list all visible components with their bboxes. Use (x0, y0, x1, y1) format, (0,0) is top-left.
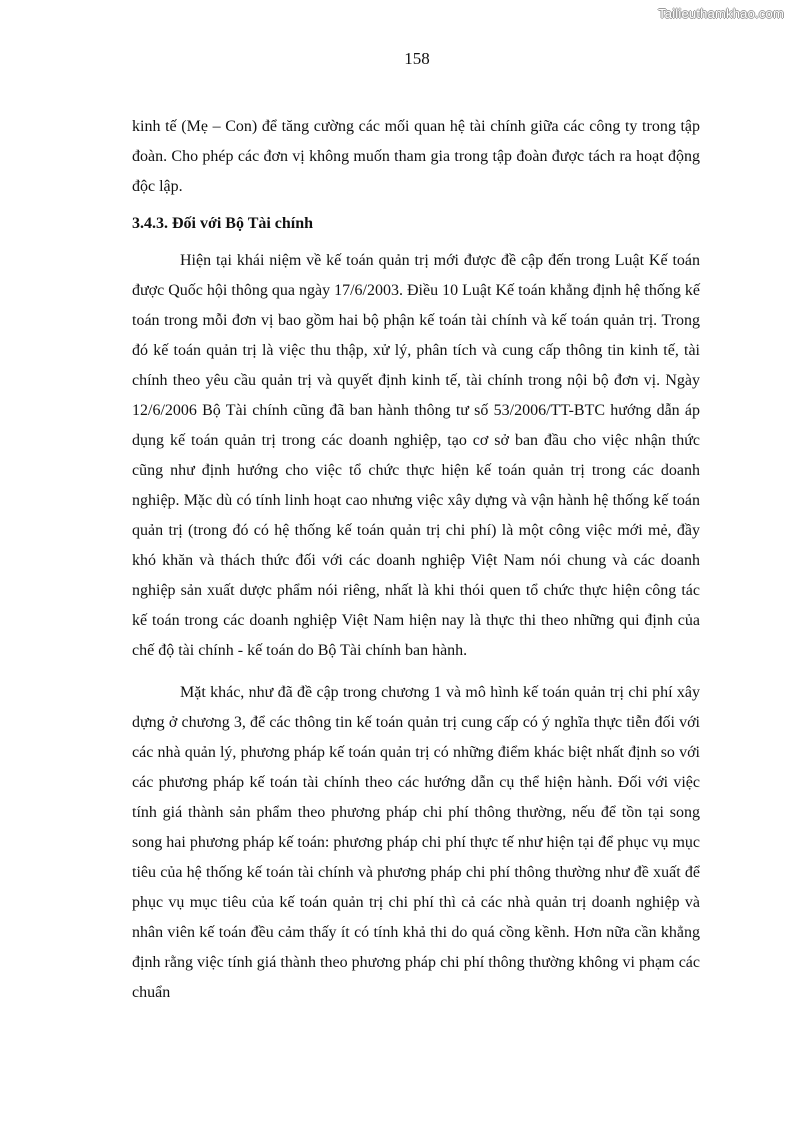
watermark-text: Tailieuthamkhao.com (658, 6, 784, 21)
section-heading: 3.4.3. Đối với Bộ Tài chính (132, 215, 314, 232)
paragraph-continuation: kinh tế (Mẹ – Con) để tăng cường các mối quan hệ tài chính giữa các công ty trong tập đoàn. Cho phép các đơn vị không muốn tham gia trong tập đoàn được tách ra hoạt động độc lập. (132, 118, 700, 195)
page-number: 158 (404, 49, 430, 68)
document-body (132, 112, 700, 1008)
paragraph-1: Hiện tại khái niệm về kế toán quản trị mới được đề cập đến trong Luật Kế toán được Quốc hội thông qua ngày 17/6/2003. Điều 10 Luật Kế toán khẳng định hệ thống kế toán trong mỗi đơn vị bao gồm hai bộ phận kế toán tài chính và kế toán quản trị. Trong đó kế toán quản trị là việc thu thập, xử lý, phân tích và cung cấp thông tin kinh tế, tài chính theo yêu cầu quản trị và quyết định kinh tế, tài chính trong nội bộ đơn vị. Ngày 12/6/2006 Bộ Tài chính cũng đã ban hành thông tư số 53/2006/TT-BTC hướng dẫn áp dụng kế toán quản trị trong các doanh nghiệp, tạo cơ sở ban đầu cho việc nhận thức cũng như định hướng cho việc tổ chức thực hiện kế toán quản trị trong các doanh nghiệp. Mặc dù có tính linh hoạt cao nhưng việc xây dựng và vận hành hệ thống kế toán quản trị (trong đó có hệ thống kế toán quản trị chi phí) là một công việc mới mẻ, đầy khó khăn và thách thức đối với các doanh nghiệp Việt Nam nói chung và các doanh nghiệp sản xuất dược phẩm nói riêng, nhất là khi thói quen tổ chức thực hiện công tác kế toán trong các doanh nghiệp Việt Nam hiện nay là thực thi theo những qui định của chế độ tài chính - kế toán do Bộ Tài chính ban hành. (132, 252, 700, 659)
paragraph-2: Mặt khác, như đã đề cập trong chương 1 và mô hình kế toán quản trị chi phí xây dựng ở chương 3, để các thông tin kế toán quản trị cung cấp có ý nghĩa thực tiễn đối với các nhà quản lý, phương pháp kế toán quản trị có những điểm khác biệt nhất định so với các phương pháp kế toán tài chính theo các hướng dẫn cụ thể hiện hành. Đối với việc tính giá thành sản phẩm theo phương pháp chi phí thông thường, nếu để tồn tại song song hai phương pháp kế toán: phương pháp chi phí thực tế như hiện tại để phục vụ mục tiêu của hệ thống kế toán tài chính và phương pháp chi phí thông thường như đề xuất để phục vụ mục tiêu của kế toán quản trị chi phí thì cả các nhà quản trị doanh nghiệp và nhân viên kế toán đều cảm thấy ít có tính khả thi do quá cồng kềnh. Hơn nữa cần khẳng định rằng việc tính giá thành theo phương pháp chi phí thông thường không vi phạm các chuẩn (132, 684, 700, 1001)
